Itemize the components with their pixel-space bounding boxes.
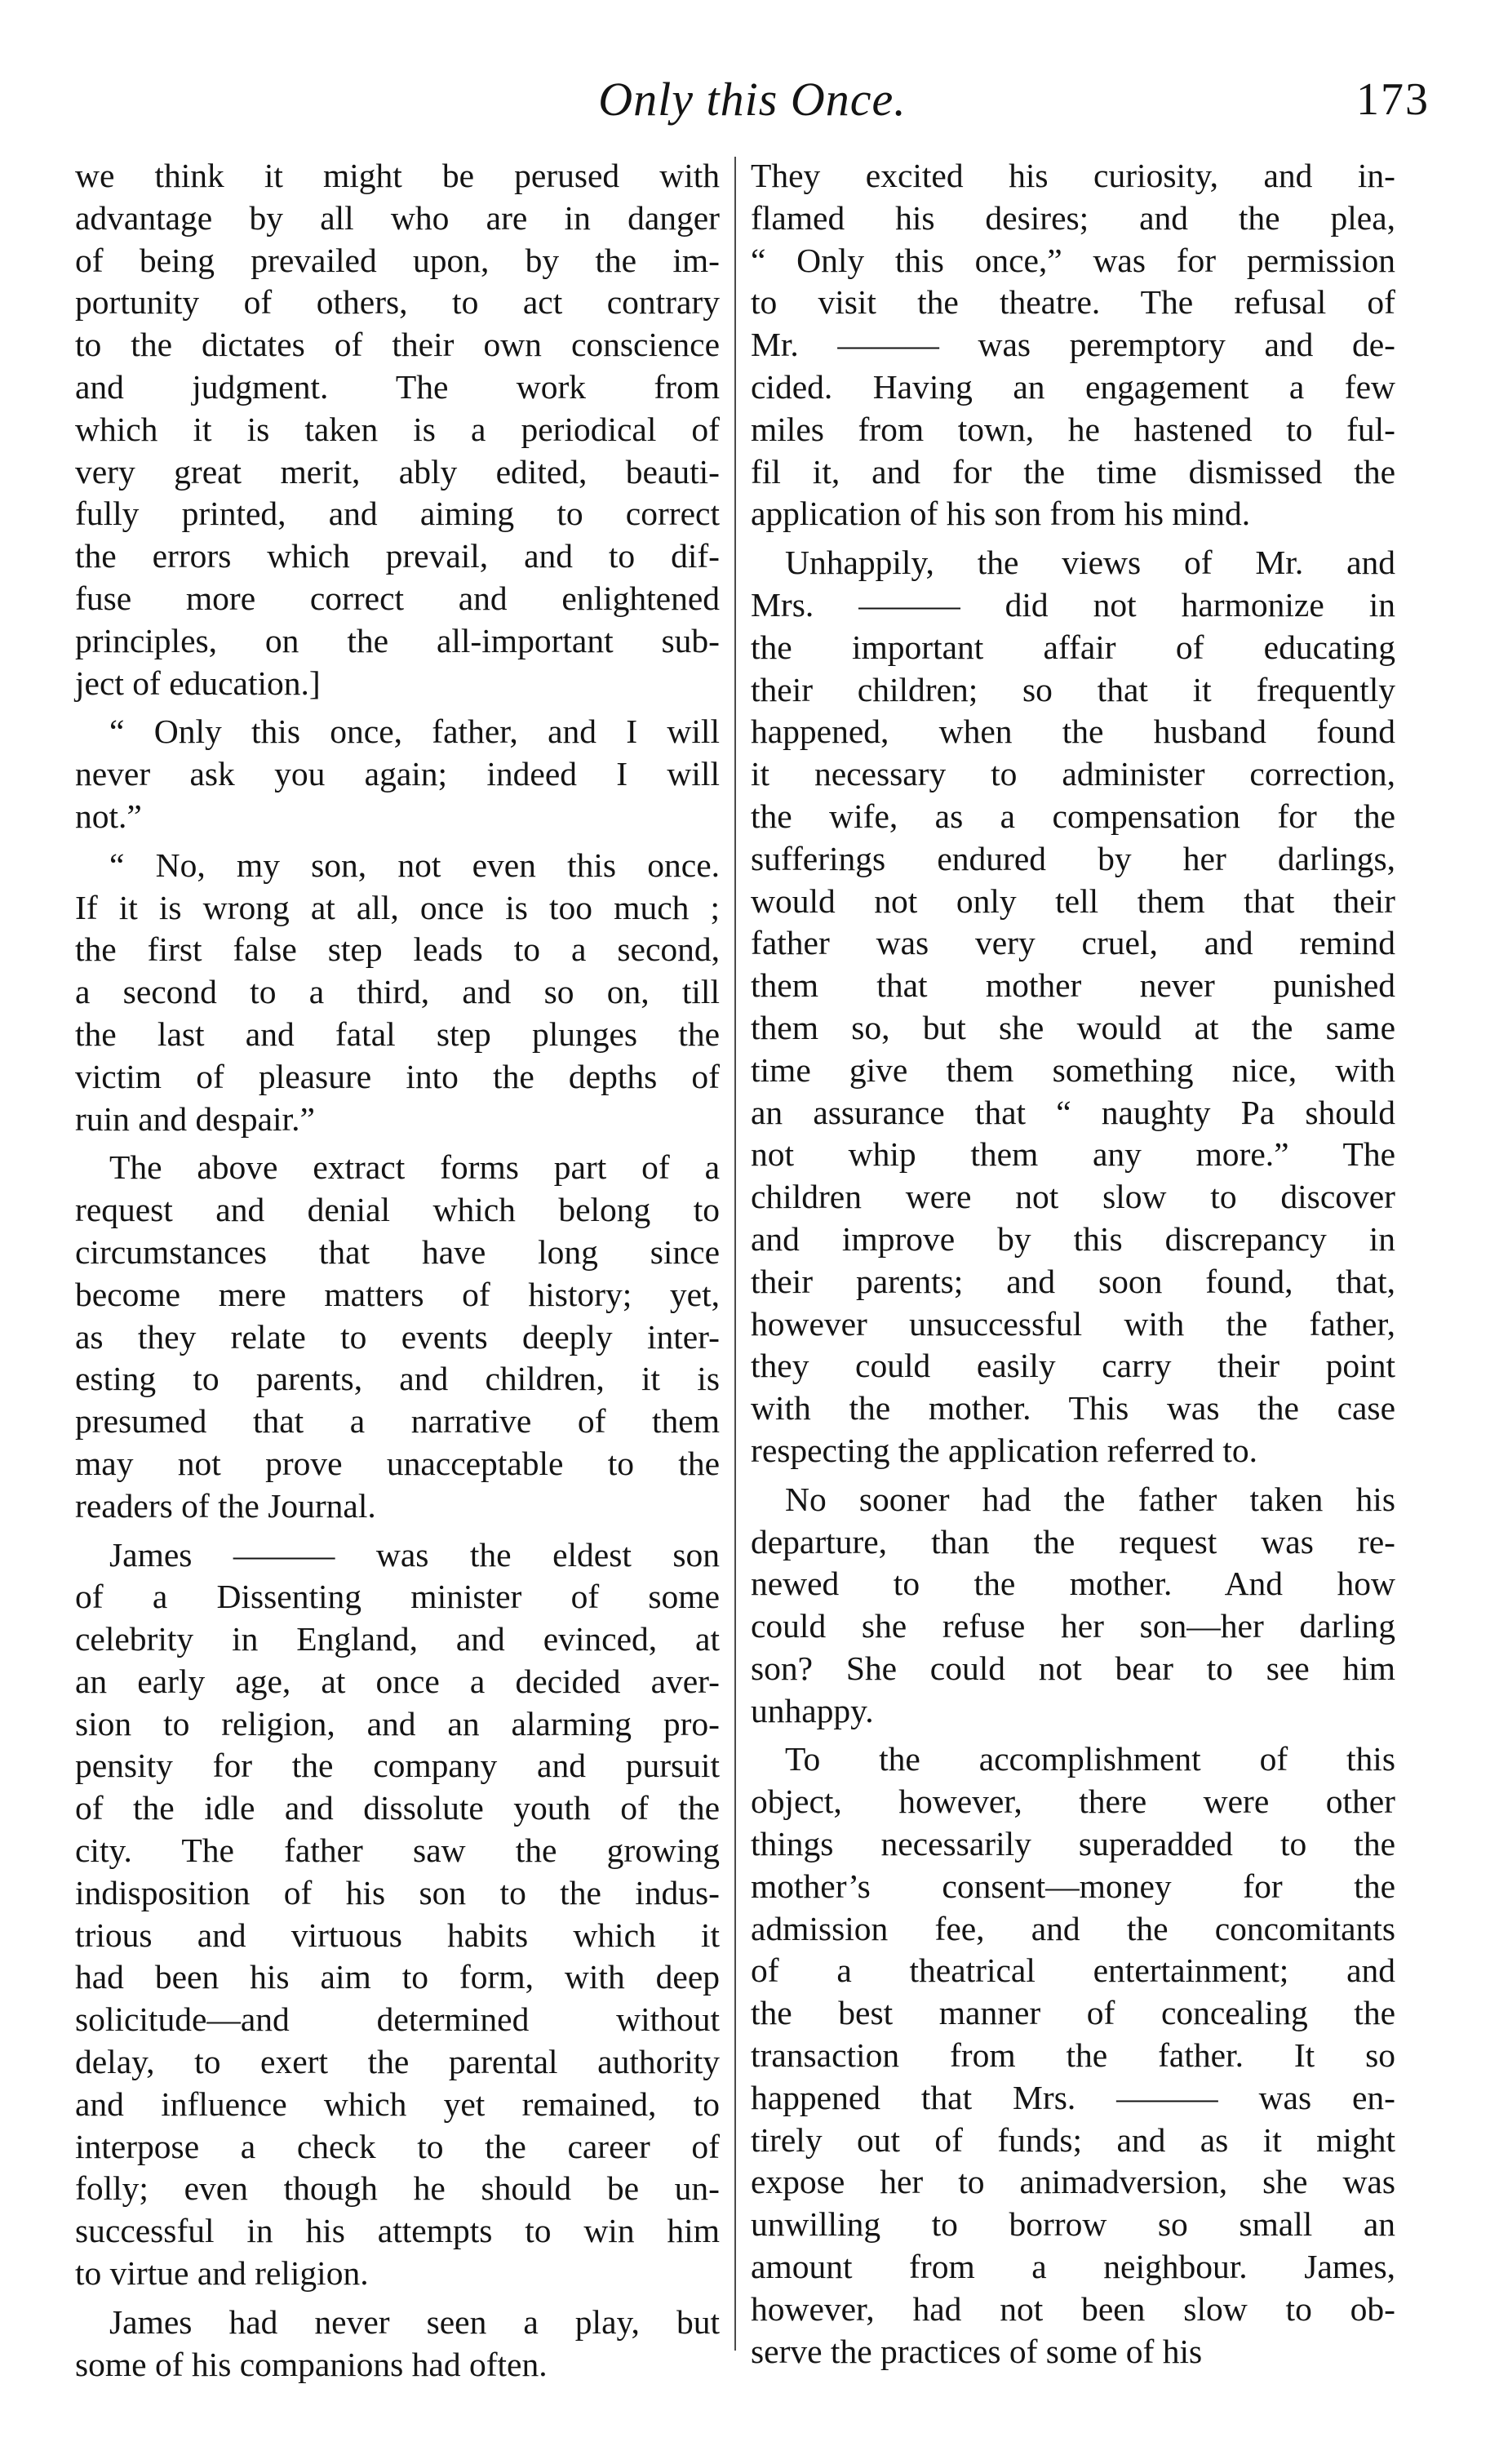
paragraph [75, 711, 720, 837]
running-head [75, 67, 1430, 132]
text-line: victim of pleasure into the depths of [75, 1057, 720, 1095]
text-line: departure, than the request was re- [751, 1522, 1395, 1561]
text-line: ject of education.] [75, 664, 321, 702]
text-line: to visit the theatre. The refusal of [751, 283, 1395, 322]
paragraph [75, 155, 720, 704]
text-line: happened, when the husband found [751, 713, 1395, 751]
text-line: the last and fatal step plunges the [75, 1014, 720, 1053]
text-line: Mrs. ——— did not harmonize in [751, 585, 1395, 624]
text-line: unwilling to borrow so small an [751, 2205, 1395, 2244]
text-line: of being prevailed upon, by the im- [75, 241, 720, 279]
text-line: unhappy. [751, 1691, 874, 1729]
text-line: successful in his attempts to win him [75, 2212, 720, 2250]
text-line: not.” [75, 797, 142, 835]
text-line: children were not slow to discover [751, 1178, 1395, 1216]
text-line: some of his companions had often. [75, 2345, 548, 2383]
text-line: mother’s consent—money for the [751, 1867, 1395, 1905]
text-line: admission fee, and the concomitants [751, 1909, 1395, 1947]
text-line: portunity of others, to act contrary [75, 283, 720, 322]
text-line: application of his son from his mind. [751, 495, 1251, 533]
text-line: of a theatrical entertainment; and [751, 1951, 1395, 1990]
text-line: fuse more correct and enlightened [75, 579, 720, 617]
text-line: them that mother never punished [751, 966, 1395, 1005]
text-line: presumed that a narrative of them [75, 1402, 720, 1441]
text-line: sion to religion, and an alarming pro- [75, 1704, 720, 1743]
text-line: Unhappily, the views of Mr. and [785, 544, 1395, 582]
text-line: indisposition of his son to the indus- [75, 1873, 720, 1911]
text-line: son? She could not bear to see him [751, 1649, 1395, 1687]
paragraph [751, 1479, 1395, 1733]
text-line: fil it, and for the time dismissed the [751, 452, 1395, 491]
paragraph [75, 845, 720, 1141]
text-line: would not only tell them that their [751, 881, 1395, 920]
text-line: father was very cruel, and remind [751, 924, 1395, 962]
text-line: delay, to exert the parental authority [75, 2043, 720, 2081]
text-line: If it is wrong at all, once is too much ; [75, 888, 720, 926]
text-line: it necessary to administer correction, [751, 755, 1395, 793]
text-line: their parents; and soon found, that, [751, 1262, 1395, 1300]
text-line: to the dictates of their own conscience [75, 326, 720, 364]
text-line: request and denial which belong to [75, 1191, 720, 1229]
column-rule [734, 157, 736, 2351]
text-line: very great merit, ably edited, beauti- [75, 452, 720, 491]
text-line: serve the practices of some of his [751, 2332, 1203, 2370]
text-line: cided. Having an engagement a few [751, 367, 1395, 406]
paragraph [751, 1738, 1395, 2373]
text-line: them so, but she would at the same [751, 1008, 1395, 1046]
running-title: Only this Once. [598, 73, 907, 126]
text-line: an early age, at once a decided aver- [75, 1662, 720, 1700]
text-line: fully printed, and aiming to correct [75, 495, 720, 533]
text-line: “ No, my son, not even this once. [109, 846, 720, 884]
text-line: sufferings endured by her darlings, [751, 839, 1395, 877]
text-line: an assurance that “ naughty Pa should [751, 1093, 1395, 1131]
text-line: esting to parents, and children, it is [75, 1360, 720, 1398]
text-line: the first false step leads to a second, [75, 930, 720, 969]
text-line: the errors which prevail, and to dif- [75, 537, 720, 575]
text-line: miles from town, he hastened to ful- [751, 410, 1395, 448]
text-line: could she refuse her son—her darling [751, 1607, 1395, 1645]
text-line: not whip them any more.” The [751, 1135, 1395, 1174]
text-line: James had never seen a play, but [109, 2302, 720, 2341]
text-line: the wife, as a compensation for the [751, 797, 1395, 835]
paragraph [751, 542, 1395, 1472]
text-line: which it is taken is a periodical of [75, 410, 720, 448]
text-line: become mere matters of history; yet, [75, 1275, 720, 1313]
text-line: object, however, there were other [751, 1783, 1395, 1821]
text-line: we think it might be perused with [75, 157, 720, 194]
text-line: however unsuccessful with the father, [751, 1304, 1395, 1343]
text-line: of a Dissenting minister of some [75, 1578, 720, 1616]
text-line: expose her to animadversion, she was [751, 2163, 1395, 2201]
text-line: celebrity in England, and evinced, at [75, 1620, 720, 1658]
text-line: To the accomplishment of this [785, 1740, 1395, 1778]
text-line: newed to the mother. And how [751, 1565, 1395, 1603]
text-line: never ask you again; indeed I will [75, 755, 720, 793]
text-line: respecting the application referred to. [751, 1431, 1258, 1469]
text-line: James ——— was the eldest son [109, 1535, 720, 1574]
text-line: and judgment. The work from [75, 367, 720, 406]
text-line: with the mother. This was the case [751, 1389, 1395, 1427]
text-line: city. The father saw the growing [75, 1831, 720, 1870]
text-line: pensity for the company and pursuit [75, 1747, 720, 1785]
text-line: to virtue and religion. [75, 2254, 369, 2293]
text-line: and improve by this discrepancy in [751, 1219, 1395, 1258]
text-line: advantage by all who are in danger [75, 198, 720, 237]
text-line: things necessarily superadded to the [751, 1825, 1395, 1863]
right-column [751, 155, 1395, 2370]
text-line: their children; so that it frequently [751, 670, 1395, 708]
text-line: principles, on the all-important sub- [75, 621, 720, 659]
text-line: readers of the Journal. [75, 1486, 376, 1525]
text-line: may not prove unacceptable to the [75, 1444, 720, 1482]
text-line: tirely out of funds; and as it might [751, 2120, 1395, 2159]
text-line: they could easily carry their point [751, 1347, 1395, 1385]
text-line: The above extract forms part of a [109, 1148, 720, 1187]
text-line: trious and virtuous habits which it [75, 1916, 720, 1954]
text-line: a second to a third, and so on, till [75, 973, 720, 1011]
text-line: the important affair of educating [751, 628, 1395, 666]
text-line: amount from a neighbour. James, [751, 2248, 1395, 2286]
page-number: 173 [1356, 74, 1430, 125]
text-line: They excited his curiosity, and in- [751, 157, 1395, 194]
text-line: No sooner had the father taken his [785, 1480, 1395, 1518]
text-line: folly; even though he should be un- [75, 2169, 720, 2208]
left-column [75, 155, 720, 2383]
text-line: interpose a check to the career of [75, 2127, 720, 2165]
text-line: solicitude—and determined without [75, 2000, 720, 2039]
text-line: ruin and despair.” [75, 1099, 315, 1138]
paragraph [75, 1534, 720, 2295]
text-line: of the idle and dissolute youth of the [75, 1789, 720, 1827]
text-line: happened that Mrs. ——— was en- [751, 2078, 1395, 2116]
text-line: Mr. ——— was peremptory and de- [751, 326, 1395, 364]
text-line: the best manner of concealing the [751, 1994, 1395, 2032]
paragraph [75, 1147, 720, 1527]
paragraph [751, 155, 1395, 535]
text-line: time give them something nice, with [751, 1050, 1395, 1089]
text-line: as they relate to events deeply inter- [75, 1317, 720, 1356]
text-line: transaction from the father. It so [751, 2036, 1395, 2075]
text-line: and influence which yet remained, to [75, 2084, 720, 2123]
text-line: circumstances that have long since [75, 1232, 720, 1271]
text-line: “ Only this once,” was for permission [751, 241, 1395, 279]
text-line: had been his aim to form, with deep [75, 1958, 720, 1996]
text-line: however, had not been slow to ob- [751, 2289, 1395, 2328]
text-line: flamed his desires; and the plea, [751, 198, 1395, 237]
text-line: “ Only this once, father, and I will [109, 713, 720, 751]
paragraph [75, 2302, 720, 2386]
